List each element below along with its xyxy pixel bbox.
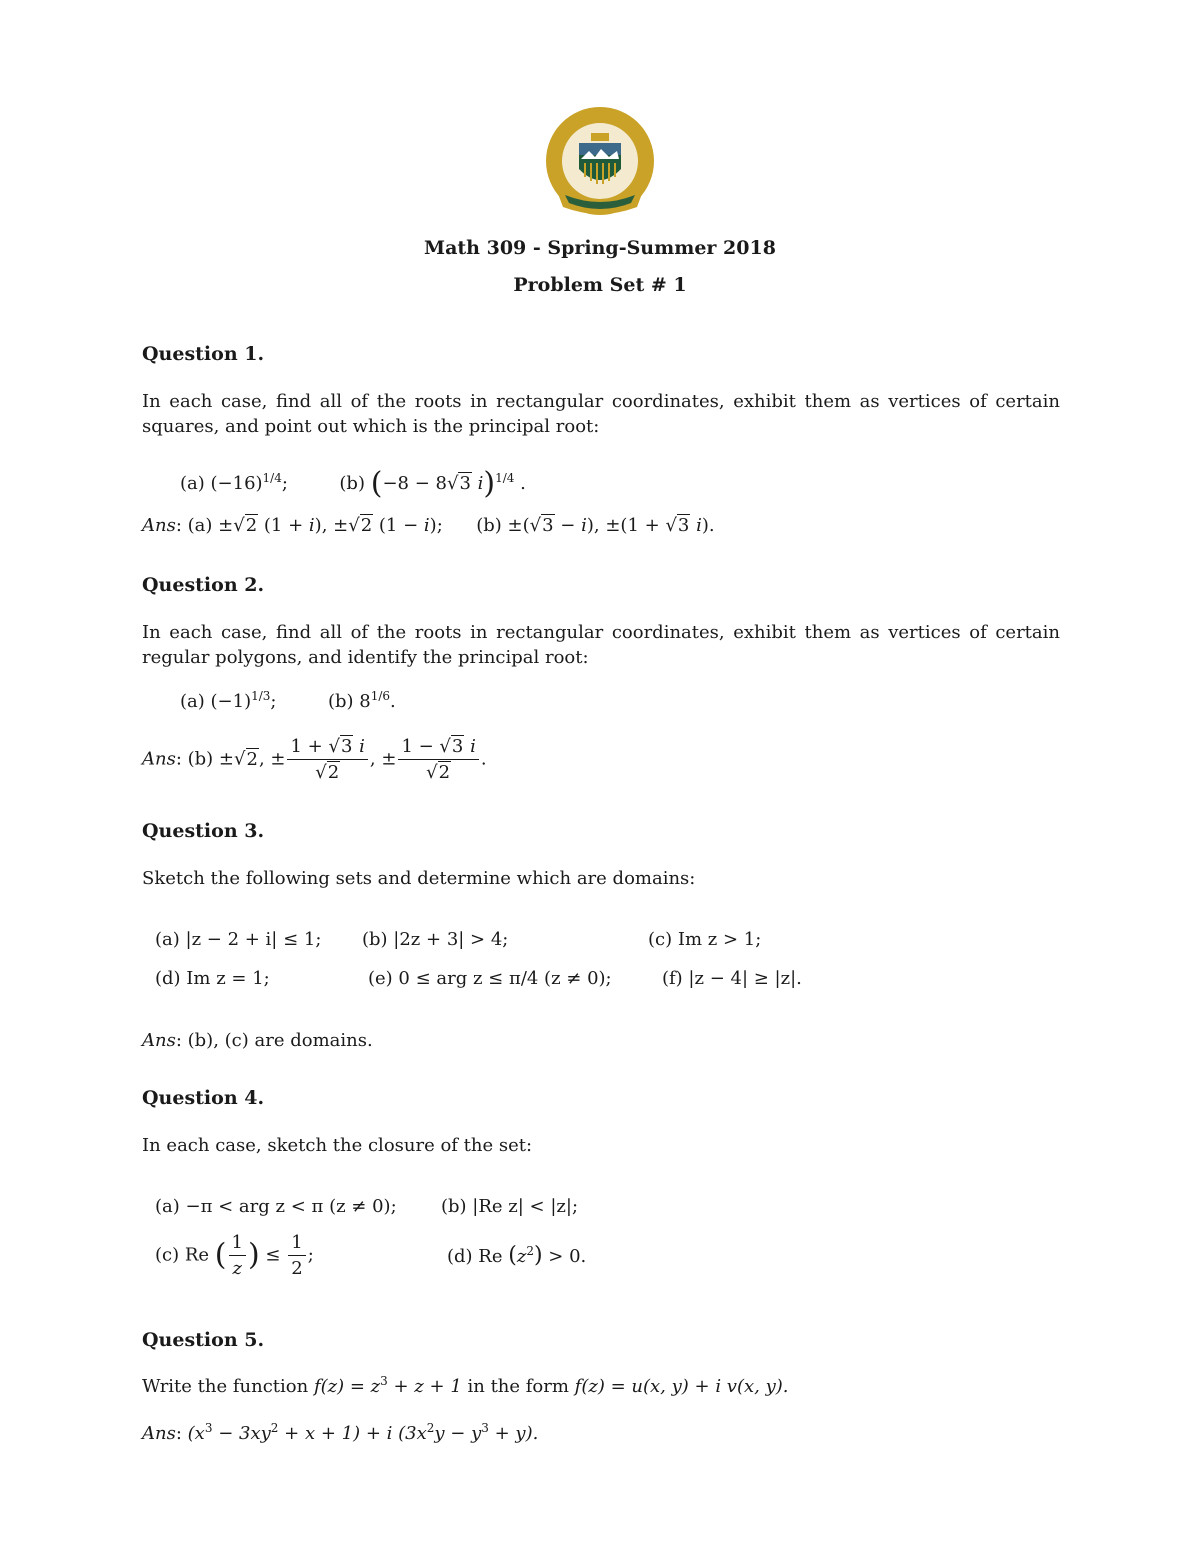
- question-1-answer: Ans: (a) ±√2 (1 + i), ±√2 (1 − i); (b) ±(√3 − i), ±(1 + √3 i).: [142, 515, 715, 536]
- question-3-item-b: (b) |2z + 3| > 4;: [362, 929, 509, 950]
- question-5-heading: Question 5.: [142, 1329, 265, 1351]
- question-4-item-a: (a) −π < arg z < π (z ≠ 0);: [155, 1196, 397, 1217]
- document-title: Math 309 - Spring-Summer 2018: [424, 237, 776, 259]
- university-of-alberta-crest-logo: [539, 103, 661, 225]
- question-4-heading: Question 4.: [142, 1087, 265, 1109]
- question-3-item-e: (e) 0 ≤ arg z ≤ π/4 (z ≠ 0);: [368, 968, 612, 989]
- question-3-item-d: (d) Im z = 1;: [155, 968, 270, 989]
- question-2-answer: Ans: (b) ±√2, ± $\frac{1 + √3 i}{√2}$ , ± $\frac{1 - √3 i}{√2}$ .: [142, 736, 487, 783]
- question-5-text: Write the function $f(z) = z^3 + z + 1$ in the form f(z) = u(x, y) + i v(x, y).: [142, 1374, 789, 1397]
- question-3-item-a: (a) |z − 2 + i| ≤ 1;: [155, 929, 322, 950]
- document-subtitle: Problem Set # 1: [513, 274, 687, 296]
- question-5-answer: Ans: $(x^3 - 3xy^2 + x + 1) + i$ $(3x^2y - y^3 + y)$.: [142, 1421, 539, 1444]
- question-1-parts: (a) $(-16)^{1/4}$; (b) (−8 − 8√3 i)$^{1/4}$ .: [180, 466, 526, 501]
- question-2-text: In each case, find all of the roots in rectangular coordinates, exhibit them as vertices of certain regular polygons, and identify the principal root:: [142, 622, 1060, 668]
- question-1-text: In each case, find all of the roots in rectangular coordinates, exhibit them as vertices of certain squares, and point out which is the principal root:: [142, 391, 1060, 437]
- question-2-heading: Question 2.: [142, 574, 265, 596]
- question-4-item-d: (d) Re $(z^2) > 0$.: [447, 1243, 587, 1268]
- question-2-parts: (a) $(-1)^{1/3}$; (b) $8^{1/6}$.: [180, 689, 396, 712]
- question-3-item-f: (f) |z − 4| ≥ |z|.: [662, 968, 802, 989]
- question-1-heading: Question 1.: [142, 343, 265, 365]
- question-4-item-b: (b) |Re z| < |z|;: [441, 1196, 579, 1217]
- question-3-item-c: (c) Im z > 1;: [648, 929, 762, 950]
- question-4-text: In each case, sketch the closure of the set:: [142, 1135, 533, 1156]
- question-4-item-c: (c) Re ( $\frac{1}{z}$ ) ≤ $\frac{1}{2}$ ;: [155, 1232, 314, 1279]
- question-3-heading: Question 3.: [142, 820, 265, 842]
- question-3-text: Sketch the following sets and determine which are domains:: [142, 868, 696, 889]
- question-3-answer: Ans: (b), (c) are domains.: [142, 1030, 373, 1051]
